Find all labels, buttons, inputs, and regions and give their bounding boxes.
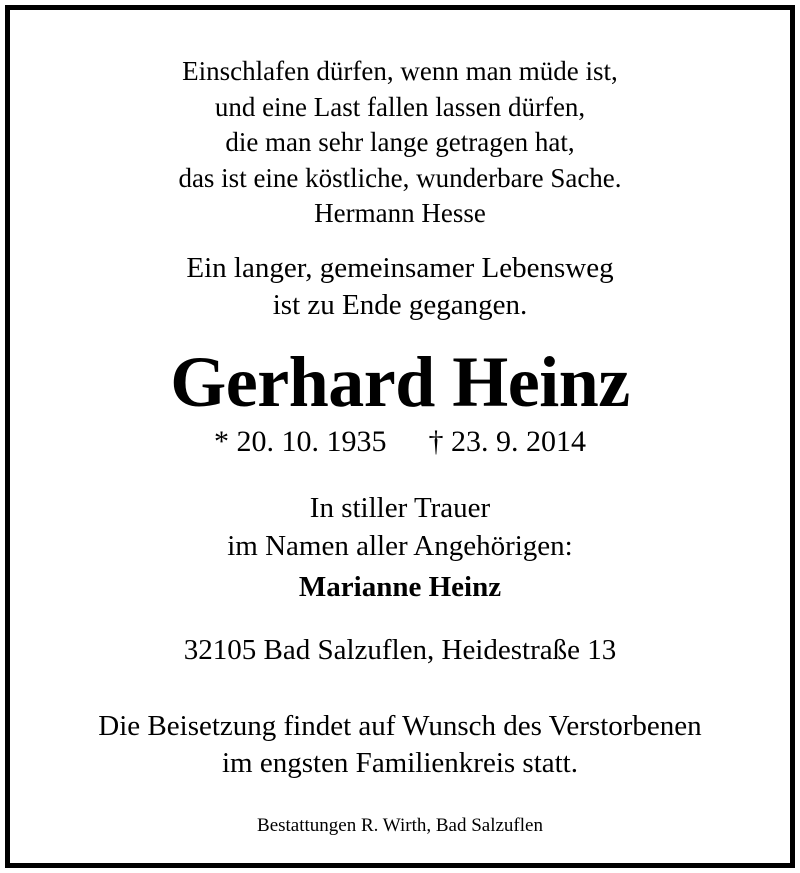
intro-line: Ein langer, gemeinsamer Lebensweg xyxy=(186,252,614,284)
funeral-line: im engsten Familienkreis statt. xyxy=(221,747,578,779)
poem-author: Hermann Hesse xyxy=(314,198,486,228)
funeral-notice xyxy=(10,708,790,782)
mourning-line: im Namen aller Angehörigen: xyxy=(227,530,573,562)
mourner-name: Marianne Heinz xyxy=(298,571,502,603)
mourning-section xyxy=(10,489,790,606)
death-date: † 23. 9. 2014 xyxy=(428,425,586,458)
birth-date: * 20. 10. 1935 xyxy=(214,425,387,458)
life-dates xyxy=(10,422,790,462)
poem-quote xyxy=(10,54,790,232)
deceased-name: Gerhard Heinz xyxy=(170,342,630,422)
intro-text xyxy=(10,250,790,324)
obituary-frame xyxy=(5,5,795,868)
undertaker-credit: Bestattungen R. Wirth, Bad Salzuflen xyxy=(257,815,543,836)
poem-line: Einschlafen dürfen, wenn man müde ist, xyxy=(182,56,618,86)
intro-line: ist zu Ende gegangen. xyxy=(272,289,528,321)
poem-line: die man sehr lange getragen hat, xyxy=(225,127,575,157)
funeral-line: Die Beisetzung findet auf Wunsch des Verstorbenen xyxy=(98,710,702,742)
poem-line: und eine Last fallen lassen dürfen, xyxy=(214,91,586,122)
mourning-line: In stiller Trauer xyxy=(309,492,491,524)
poem-line: das ist eine köstliche, wunderbare Sache. xyxy=(178,162,622,193)
mourner-address: 32105 Bad Salzuflen, Heidestraße 13 xyxy=(183,634,617,666)
